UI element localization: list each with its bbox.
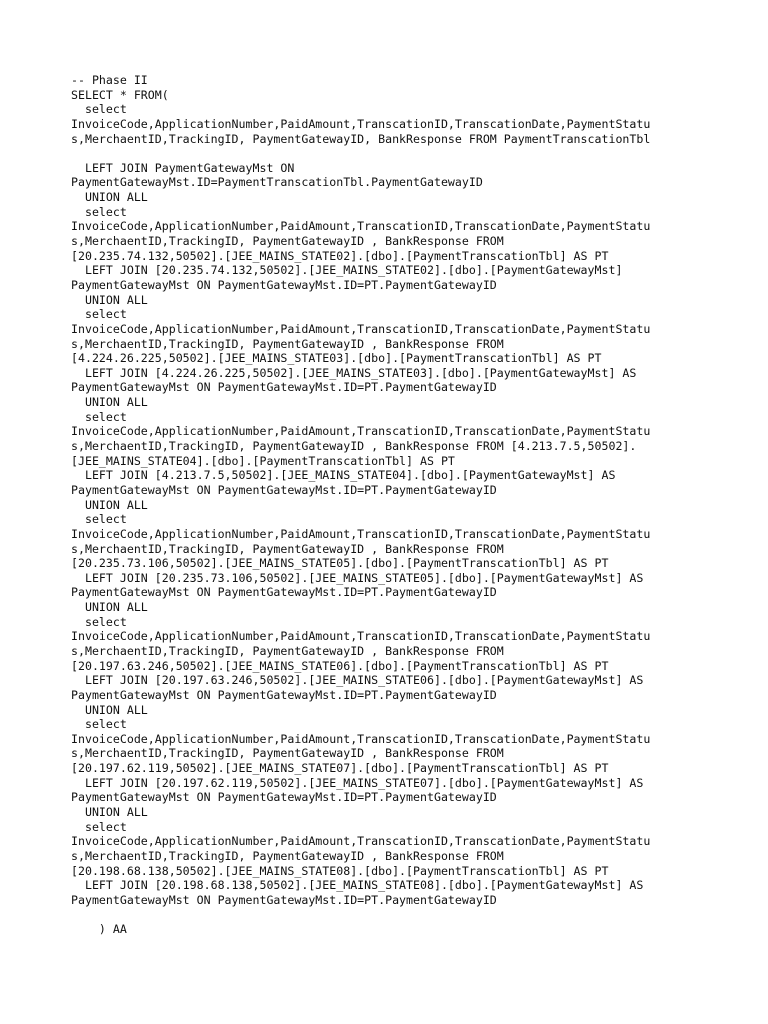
code-line: InvoiceCode,ApplicationNumber,PaidAmount,TranscationID,TranscationDate,PaymentStatu (71, 219, 651, 234)
code-line: LEFT JOIN [4.224.26.225,50502].[JEE_MAINS_STATE03].[dbo].[PaymentGatewayMst] AS (71, 365, 637, 380)
code-line: UNION ALL (71, 292, 148, 307)
code-line: s,MerchaentID,TrackingID, PaymentGatewayID , BankResponse FROM [4.213.7.5,50502]. (71, 439, 637, 454)
code-line: select (71, 204, 127, 219)
code-line: InvoiceCode,ApplicationNumber,PaidAmount,TranscationID,TranscationDate,PaymentStatu (71, 321, 651, 336)
code-line: LEFT JOIN [20.197.63.246,50502].[JEE_MAINS_STATE06].[dbo].[PaymentGatewayMst] AS (71, 673, 644, 688)
code-line: LEFT JOIN [20.235.73.106,50502].[JEE_MAINS_STATE05].[dbo].[PaymentGatewayMst] AS (71, 570, 644, 585)
code-line: UNION ALL (71, 190, 148, 205)
code-line: s,MerchaentID,TrackingID, PaymentGatewayID , BankResponse FROM (71, 643, 504, 658)
code-line: PaymentGatewayMst ON PaymentGatewayMst.ID=PT.PaymentGatewayID (71, 277, 497, 292)
code-line: [20.235.74.132,50502].[JEE_MAINS_STATE02].[dbo].[PaymentTranscationTbl] AS PT (71, 248, 609, 263)
code-line: select (71, 102, 127, 117)
code-line: PaymentGatewayMst ON PaymentGatewayMst.ID=PT.PaymentGatewayID (71, 892, 497, 907)
code-line: [JEE_MAINS_STATE04].[dbo].[PaymentTranscationTbl] AS PT (71, 453, 455, 468)
code-line: select (71, 819, 127, 834)
code-line: InvoiceCode,ApplicationNumber,PaidAmount,TranscationID,TranscationDate,PaymentStatu (71, 424, 651, 439)
code-line: PaymentGatewayMst ON PaymentGatewayMst.ID=PT.PaymentGatewayID (71, 687, 497, 702)
code-line: s,MerchaentID,TrackingID, PaymentGatewayID, BankResponse FROM PaymentTranscationTbl (71, 131, 651, 146)
code-line: InvoiceCode,ApplicationNumber,PaidAmount,TranscationID,TranscationDate,PaymentStatu (71, 116, 651, 131)
code-line: s,MerchaentID,TrackingID, PaymentGatewayID , BankResponse FROM (71, 541, 504, 556)
code-line: LEFT JOIN [20.235.74.132,50502].[JEE_MAINS_STATE02].[dbo].[PaymentGatewayMst] (71, 263, 623, 278)
code-line: [20.197.63.246,50502].[JEE_MAINS_STATE06].[dbo].[PaymentTranscationTbl] AS PT (71, 658, 609, 673)
code-line: LEFT JOIN [20.198.68.138,50502].[JEE_MAINS_STATE08].[dbo].[PaymentGatewayMst] AS (71, 878, 644, 893)
code-line: UNION ALL (71, 395, 148, 410)
code-line: UNION ALL (71, 497, 148, 512)
code-line: [20.235.73.106,50502].[JEE_MAINS_STATE05].[dbo].[PaymentTranscationTbl] AS PT (71, 556, 609, 571)
code-line: PaymentGatewayMst ON PaymentGatewayMst.ID=PT.PaymentGatewayID (71, 380, 497, 395)
code-line: [4.224.26.225,50502].[JEE_MAINS_STATE03].[dbo].[PaymentTranscationTbl] AS PT (71, 351, 602, 366)
code-line: LEFT JOIN PaymentGatewayMst ON (71, 160, 295, 175)
code-line: LEFT JOIN [4.213.7.5,50502].[JEE_MAINS_STATE04].[dbo].[PaymentGatewayMst] AS (71, 468, 616, 483)
code-line: UNION ALL (71, 600, 148, 615)
code-line: PaymentGatewayMst ON PaymentGatewayMst.ID=PT.PaymentGatewayID (71, 585, 497, 600)
code-line: select (71, 614, 127, 629)
code-line: LEFT JOIN [20.197.62.119,50502].[JEE_MAINS_STATE07].[dbo].[PaymentGatewayMst] AS (71, 775, 644, 790)
code-line: select (71, 512, 127, 527)
code-line: UNION ALL (71, 805, 148, 820)
code-line: PaymentGatewayMst ON PaymentGatewayMst.ID=PT.PaymentGatewayID (71, 790, 497, 805)
code-line: PaymentGatewayMst.ID=PaymentTranscationTbl.PaymentGatewayID (71, 175, 483, 190)
code-line: [20.197.62.119,50502].[JEE_MAINS_STATE07].[dbo].[PaymentTranscationTbl] AS PT (71, 761, 609, 776)
sql-code-block (71, 73, 711, 937)
code-line (71, 146, 711, 161)
code-line: s,MerchaentID,TrackingID, PaymentGatewayID , BankResponse FROM (71, 336, 504, 351)
code-line: PaymentGatewayMst ON PaymentGatewayMst.ID=PT.PaymentGatewayID (71, 482, 497, 497)
code-line: [20.198.68.138,50502].[JEE_MAINS_STATE08].[dbo].[PaymentTranscationTbl] AS PT (71, 863, 609, 878)
code-line: s,MerchaentID,TrackingID, PaymentGatewayID , BankResponse FROM (71, 848, 504, 863)
code-line: select (71, 307, 127, 322)
code-line: ) AA (71, 922, 127, 937)
code-line: s,MerchaentID,TrackingID, PaymentGatewayID , BankResponse FROM (71, 234, 504, 249)
code-line: InvoiceCode,ApplicationNumber,PaidAmount,TranscationID,TranscationDate,PaymentStatu (71, 731, 651, 746)
code-line: select (71, 409, 127, 424)
code-line: -- Phase II (71, 73, 148, 87)
code-line: UNION ALL (71, 702, 148, 717)
code-line: InvoiceCode,ApplicationNumber,PaidAmount,TranscationID,TranscationDate,PaymentStatu (71, 629, 651, 644)
code-line: InvoiceCode,ApplicationNumber,PaidAmount,TranscationID,TranscationDate,PaymentStatu (71, 526, 651, 541)
code-line: select (71, 717, 127, 732)
code-line: InvoiceCode,ApplicationNumber,PaidAmount,TranscationID,TranscationDate,PaymentStatu (71, 834, 651, 849)
code-line: s,MerchaentID,TrackingID, PaymentGatewayID , BankResponse FROM (71, 746, 504, 761)
code-line: SELECT * FROM( (71, 87, 169, 102)
code-line (71, 908, 711, 923)
